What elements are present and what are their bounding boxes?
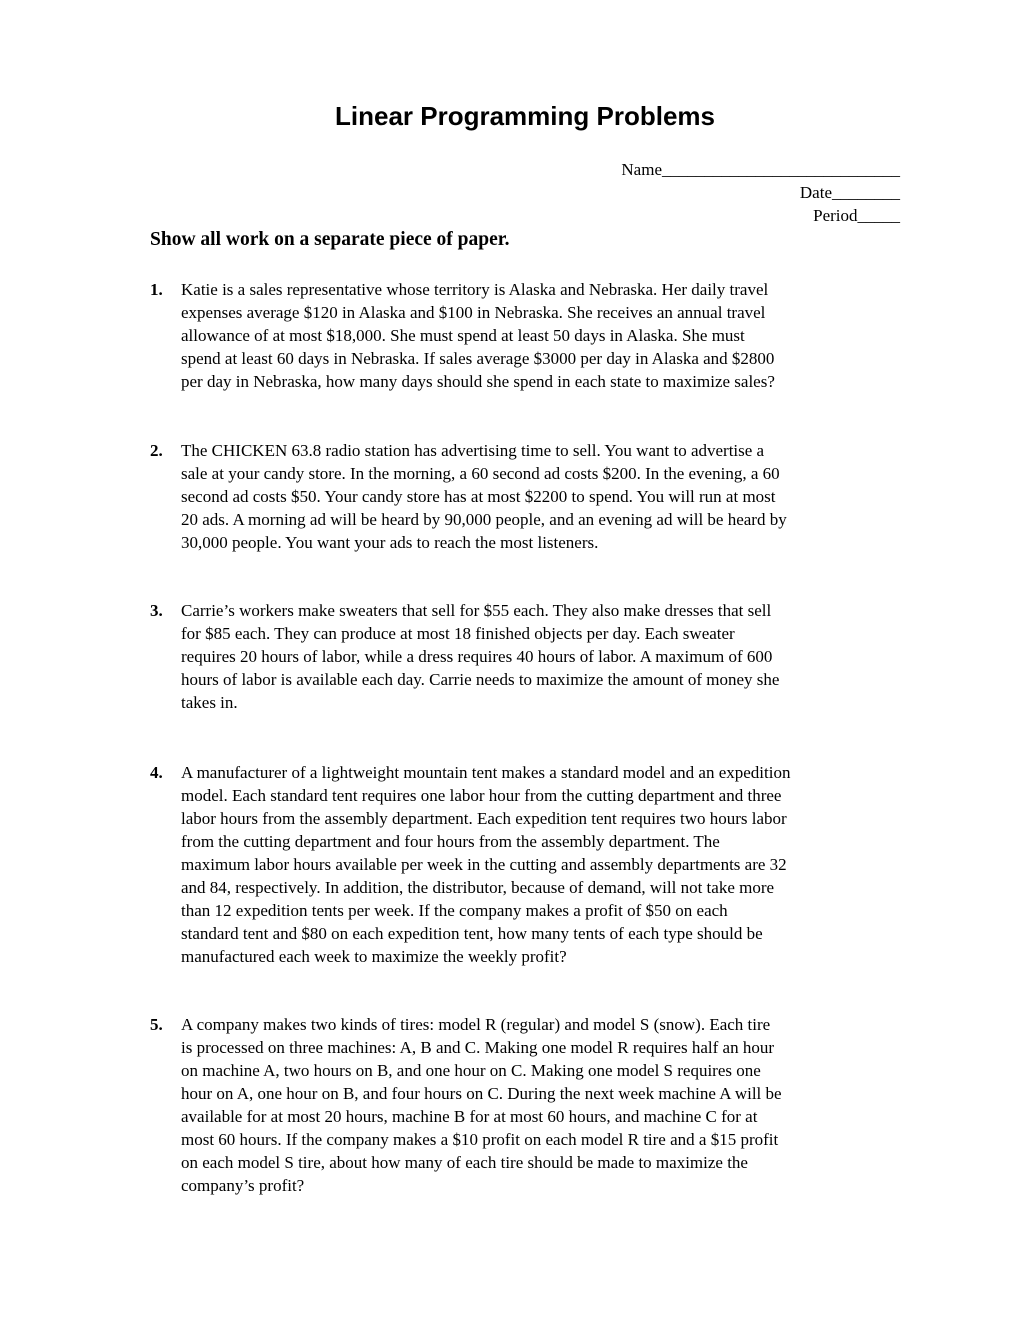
date-field: Date________ [799, 183, 900, 202]
problem-line: maximum labor hours available per week in the cutting and assembly departments are 32 [181, 855, 787, 874]
problem-1 [150, 278, 910, 393]
problem-line: takes in. [181, 693, 238, 712]
problem-line: 20 ads. A morning ad will be heard by 90,000 people, and an evening ad will be heard by [181, 510, 787, 529]
problem-line: most 60 hours. If the company makes a $10 profit on each model R tire and a $15 profit [181, 1130, 779, 1149]
instruction-heading: Show all work on a separate piece of paper. [150, 229, 510, 250]
problem-line: A company makes two kinds of tires: model R (regular) and model S (snow). Each tire [181, 1015, 771, 1034]
problem-line: requires 20 hours of labor, while a dress requires 40 hours of labor. A maximum of 600 [181, 647, 773, 666]
problem-number: 1. [150, 280, 163, 299]
problem-line: hours of labor is available each day. Carrie needs to maximize the amount of money she [181, 670, 780, 689]
problem-line: and 84, respectively. In addition, the distributor, because of demand, will not take more [181, 878, 775, 897]
problem-5 [150, 1013, 910, 1197]
problem-text [181, 439, 910, 554]
problem-line: The CHICKEN 63.8 radio station has advertising time to sell. You want to advertise a [181, 441, 765, 460]
problem-4 [150, 761, 910, 968]
problem-line: on machine A, two hours on B, and one hour on C. Making one model S requires one [181, 1061, 761, 1080]
period-field: Period_____ [813, 206, 900, 225]
problem-line: available for at most 20 hours, machine B for at most 60 hours, and machine C for at [181, 1107, 758, 1126]
problem-line: expenses average $120 in Alaska and $100 in Nebraska. She receives an annual travel [181, 303, 766, 322]
problem-text [181, 761, 910, 968]
name-field: Name____________________________ [621, 160, 900, 179]
problem-number: 3. [150, 601, 163, 620]
problem-line: second ad costs $50. Your candy store has at most $2200 to spend. You will run at most [181, 487, 776, 506]
problem-line: for $85 each. They can produce at most 18 finished objects per day. Each sweater [181, 624, 735, 643]
problem-line: on each model S tire, about how many of each tire should be made to maximize the [181, 1153, 748, 1172]
problem-text [181, 278, 910, 393]
problem-text [181, 1013, 910, 1197]
problem-line: manufactured each week to maximize the weekly profit? [181, 947, 567, 966]
problem-text [181, 599, 910, 714]
problem-line: from the cutting department and four hours from the assembly department. The [181, 832, 720, 851]
page-title: Linear Programming Problems [335, 101, 715, 131]
problem-line: A manufacturer of a lightweight mountain tent makes a standard model and an expedition [181, 763, 791, 782]
problem-2 [150, 439, 910, 554]
problem-line: is processed on three machines: A, B and C. Making one model R requires half an hour [181, 1038, 774, 1057]
problem-line: sale at your candy store. In the morning, a 60 second ad costs $200. In the evening, a 60 [181, 464, 780, 483]
problem-line: labor hours from the assembly department. Each expedition tent requires two hours labor [181, 809, 787, 828]
problem-line: 30,000 people. You want your ads to reach the most listeners. [181, 533, 599, 552]
problem-number: 5. [150, 1015, 163, 1034]
problem-line: hour on A, one hour on B, and four hours on C. During the next week machine A will be [181, 1084, 782, 1103]
problem-line: Carrie’s workers make sweaters that sell for $55 each. They also make dresses that sell [181, 601, 772, 620]
problem-line: standard tent and $80 on each expedition tent, how many tents of each type should be [181, 924, 763, 943]
problem-line: Katie is a sales representative whose territory is Alaska and Nebraska. Her daily travel [181, 280, 769, 299]
problem-line: per day in Nebraska, how many days should she spend in each state to maximize sales? [181, 372, 775, 391]
problem-line: spend at least 60 days in Nebraska. If sales average $3000 per day in Alaska and $2800 [181, 349, 775, 368]
problem-line: company’s profit? [181, 1176, 305, 1195]
problem-line: allowance of at most $18,000. She must spend at least 50 days in Alaska. She must [181, 326, 745, 345]
problem-number: 4. [150, 763, 163, 782]
problem-line: than 12 expedition tents per week. If the company makes a profit of $50 on each [181, 901, 728, 920]
problem-number: 2. [150, 441, 163, 460]
problem-3 [150, 599, 910, 714]
problem-line: model. Each standard tent requires one labor hour from the cutting department and three [181, 786, 782, 805]
